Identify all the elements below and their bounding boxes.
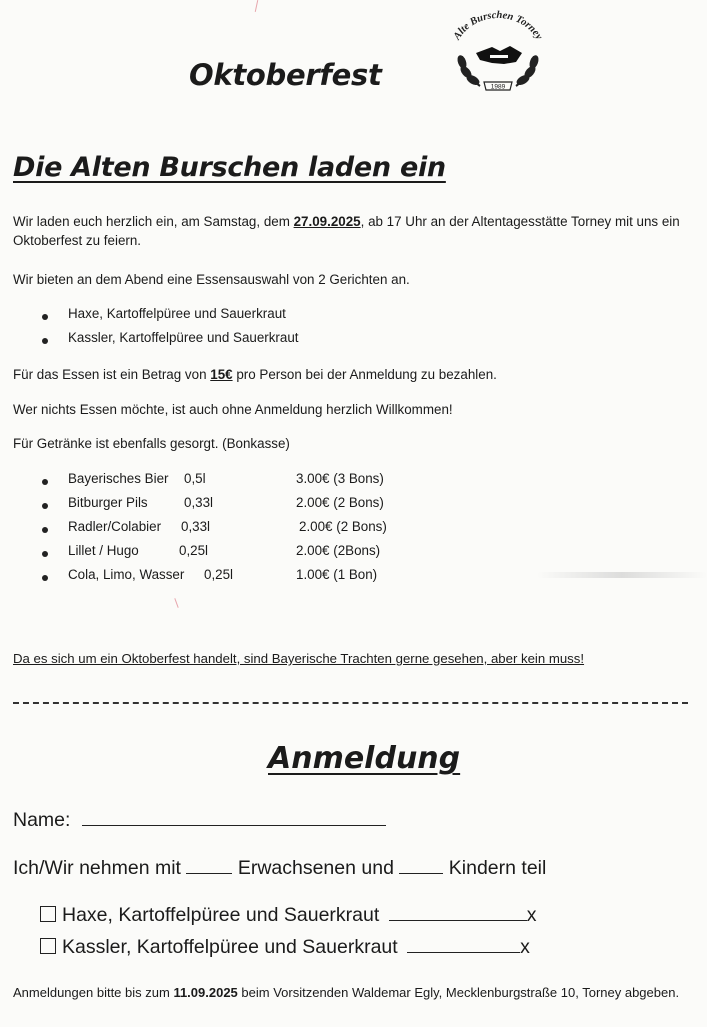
dish-item: Haxe, Kartoffelpüree und Sauerkraut	[13, 305, 299, 329]
drink-price: 2.00€ (2 Bons)	[296, 495, 384, 510]
drink-size: 0,33l	[184, 495, 214, 510]
drink-item	[13, 470, 433, 494]
pen-mark	[174, 598, 178, 608]
intro-text-2: , ab 17 Uhr an der Altentagesstätte Torney mit uns ein Oktoberfest zu feiern.	[13, 214, 680, 248]
price-text-2: pro Person bei der Anmeldung zu bezahlen.	[232, 367, 497, 382]
option-label-kassler: Kassler, Kartoffelpüree und Sauerkraut	[62, 936, 398, 958]
pen-mark	[255, 0, 258, 12]
form-heading: Anmeldung	[268, 741, 461, 776]
drink-size: 0,33l	[181, 519, 211, 534]
option-row-kassler	[40, 934, 530, 959]
meal-price: 15€	[210, 367, 233, 382]
drink-item	[13, 494, 433, 518]
name-row	[13, 807, 386, 832]
trachten-note: Da es sich um ein Oktoberfest handelt, sind Bayerische Trachten gerne gesehen, aber kein muss!	[13, 651, 585, 666]
footer-text-1: Anmeldungen bitte bis zum	[13, 985, 174, 1000]
option-label-haxe: Haxe, Kartoffelpüree und Sauerkraut	[62, 904, 380, 926]
option-suffix: x	[520, 936, 530, 958]
drink-name: Bayerisches Bier	[68, 471, 169, 486]
drink-size: 0,25l	[179, 543, 209, 558]
drinks-list	[13, 470, 433, 590]
drink-price: 1.00€ (1 Bon)	[296, 567, 378, 582]
drink-name: Lillet / Hugo	[68, 543, 139, 558]
page-title: Oktoberfest	[189, 58, 382, 92]
drink-price: 2.00€ (2Bons)	[296, 543, 381, 558]
name-label: Name:	[13, 809, 71, 831]
menu-intro: Wir bieten an dem Abend eine Essensauswahl von 2 Gerichten an.	[13, 272, 410, 287]
intro-paragraph	[13, 213, 693, 250]
drink-item	[13, 518, 433, 542]
drink-item	[13, 542, 433, 566]
count-text-2: Erwachsenen und	[237, 857, 394, 879]
adults-count-field[interactable]	[186, 855, 232, 874]
logo-text: Alte Burschen Torney	[451, 9, 545, 42]
drink-name: Radler/Colabier	[68, 519, 162, 534]
children-count-field[interactable]	[399, 855, 443, 874]
drink-price: 2.00€ (2 Bons)	[299, 519, 387, 534]
haxe-quantity-field[interactable]	[389, 902, 527, 921]
logo-year: 1989	[490, 83, 506, 91]
drink-name: Cola, Limo, Wasser	[68, 567, 185, 582]
dish-item: Kassler, Kartoffelpüree und Sauerkraut	[13, 329, 299, 353]
welcome-text: Wer nichts Essen möchte, ist auch ohne Anmeldung herzlich Willkommen!	[13, 402, 453, 417]
option-suffix: x	[526, 904, 537, 926]
footer-text-2: beim Vorsitzenden Waldemar Egly, Mecklenburgstraße 10, Torney abgeben.	[237, 985, 680, 1000]
count-row	[13, 855, 546, 880]
price-paragraph	[13, 366, 693, 385]
haxe-checkbox[interactable]	[40, 906, 56, 922]
event-date: 27.09.2025	[293, 214, 361, 229]
dish-list	[13, 305, 299, 353]
count-text-3: Kindern teil	[448, 857, 547, 879]
count-text-1: Ich/Wir nehmen mit	[13, 857, 181, 879]
drink-price: 3.00€ (3 Bons)	[296, 471, 384, 486]
club-logo	[440, 6, 556, 96]
drink-size: 0,5l	[184, 471, 206, 486]
cut-line	[13, 702, 688, 704]
headline: Die Alten Burschen laden ein	[13, 152, 446, 183]
drink-size: 0,25l	[204, 567, 234, 582]
drink-item	[13, 566, 433, 590]
footer-note	[13, 982, 701, 1005]
registration-deadline: 11.09.2025	[173, 985, 238, 1000]
scan-smudge	[537, 572, 707, 578]
kassler-quantity-field[interactable]	[407, 934, 520, 953]
price-text-1: Für das Essen ist ein Betrag von	[13, 367, 211, 382]
svg-text:Alte Burschen Torney	[451, 10, 544, 43]
option-row-haxe	[40, 902, 536, 927]
intro-text-1: Wir laden euch herzlich ein, am Samstag, dem	[13, 214, 294, 229]
drinks-intro: Für Getränke ist ebenfalls gesorgt. (Bonkasse)	[13, 436, 290, 451]
kassler-checkbox[interactable]	[40, 938, 56, 954]
name-field[interactable]	[82, 807, 386, 826]
drink-name: Bitburger Pils	[68, 495, 148, 510]
